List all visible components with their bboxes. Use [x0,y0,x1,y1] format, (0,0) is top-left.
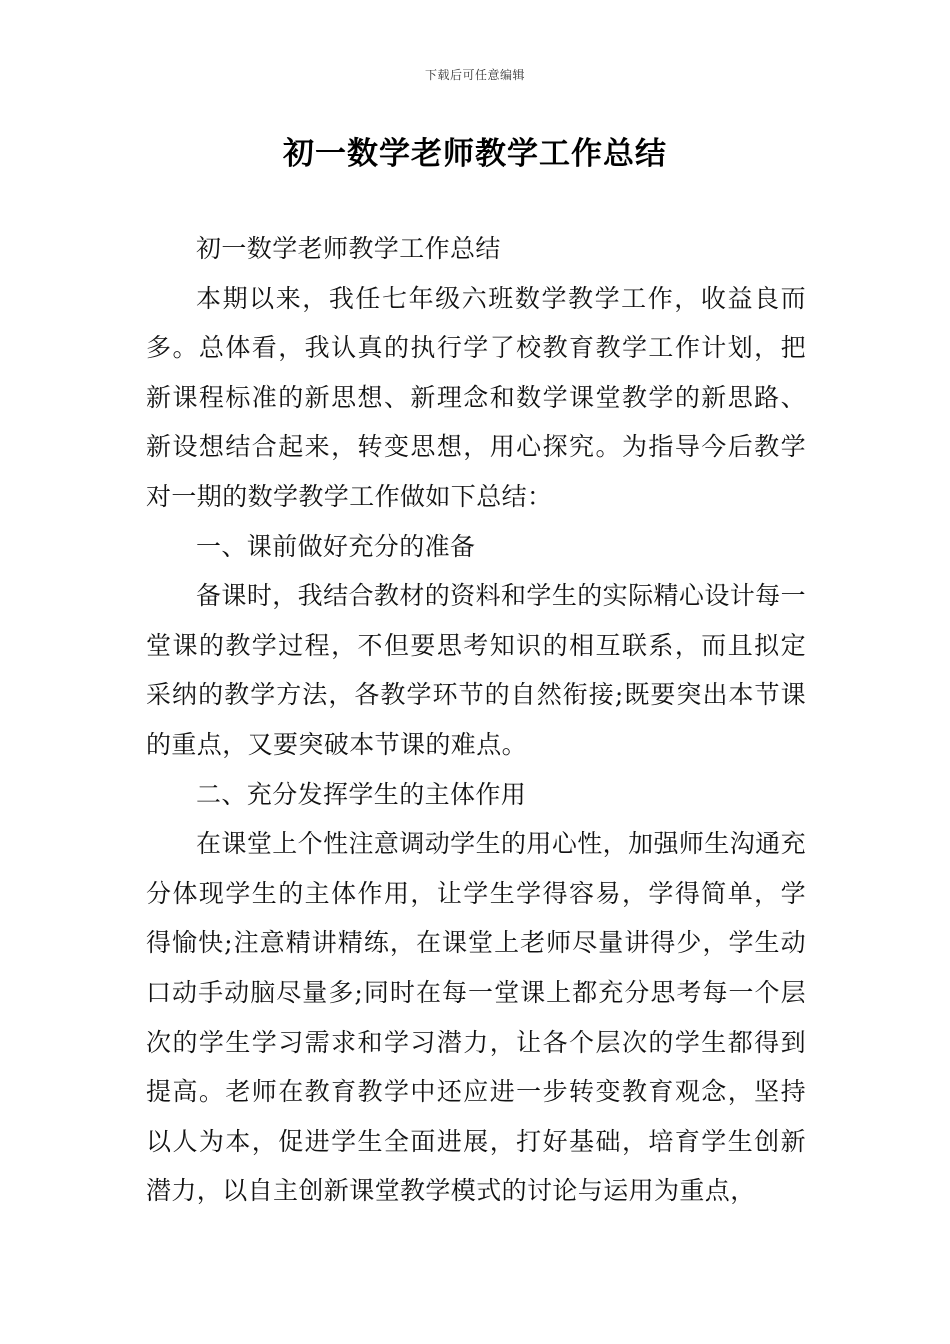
paragraph-section-1: 备课时，我结合教材的资料和学生的实际精心设计每一堂课的教学过程，不但要思考知识的相互联系，而且拟定采纳的教学方法，各教学环节的自然衔接;既要突出本节课的重点，又要突破本节课的难点。 [146,581,806,759]
header-note: 下载后可任意编辑 [424,68,525,82]
paragraph-section-2: 在课堂上个性注意调动学生的用心性，加强师生沟通充分体现学生的主体作用，让学生学得容易，学得简单，学得愉快;注意精讲精练，在课堂上老师尽量讲得少，学生动口动手动脑尽量多;同时在每一堂课上都充分思考每一个层次的学生学习需求和学习潜力，让各个层次的学生都得到提高。老师在教育教学中还应进一步转变教育观念，坚持以人为本，促进学生全面进展，打好基础，培育学生创新潜力，以自主创新课堂教学模式的讨论与运用为重点， [146,829,806,1206]
paragraph-intro: 本期以来，我任七年级六班数学教学工作，收益良而多。总体看，我认真的执行学了校教育教学工作计划，把新课程标准的新思想、新理念和数学课堂教学的新思路、新设想结合起来，转变思想，用心探究。为指导今后教学对一期的数学教学工作做如下总结： [146,283,806,511]
paragraph-subtitle: 初一数学老师教学工作总结 [196,234,501,263]
section-heading-2: 二、充分发挥学生的主体作用 [196,779,527,809]
document-title: 初一数学老师教学工作总结 [283,136,667,172]
section-heading-1: 一、课前做好充分的准备 [196,531,476,561]
document-body [146,224,806,1216]
